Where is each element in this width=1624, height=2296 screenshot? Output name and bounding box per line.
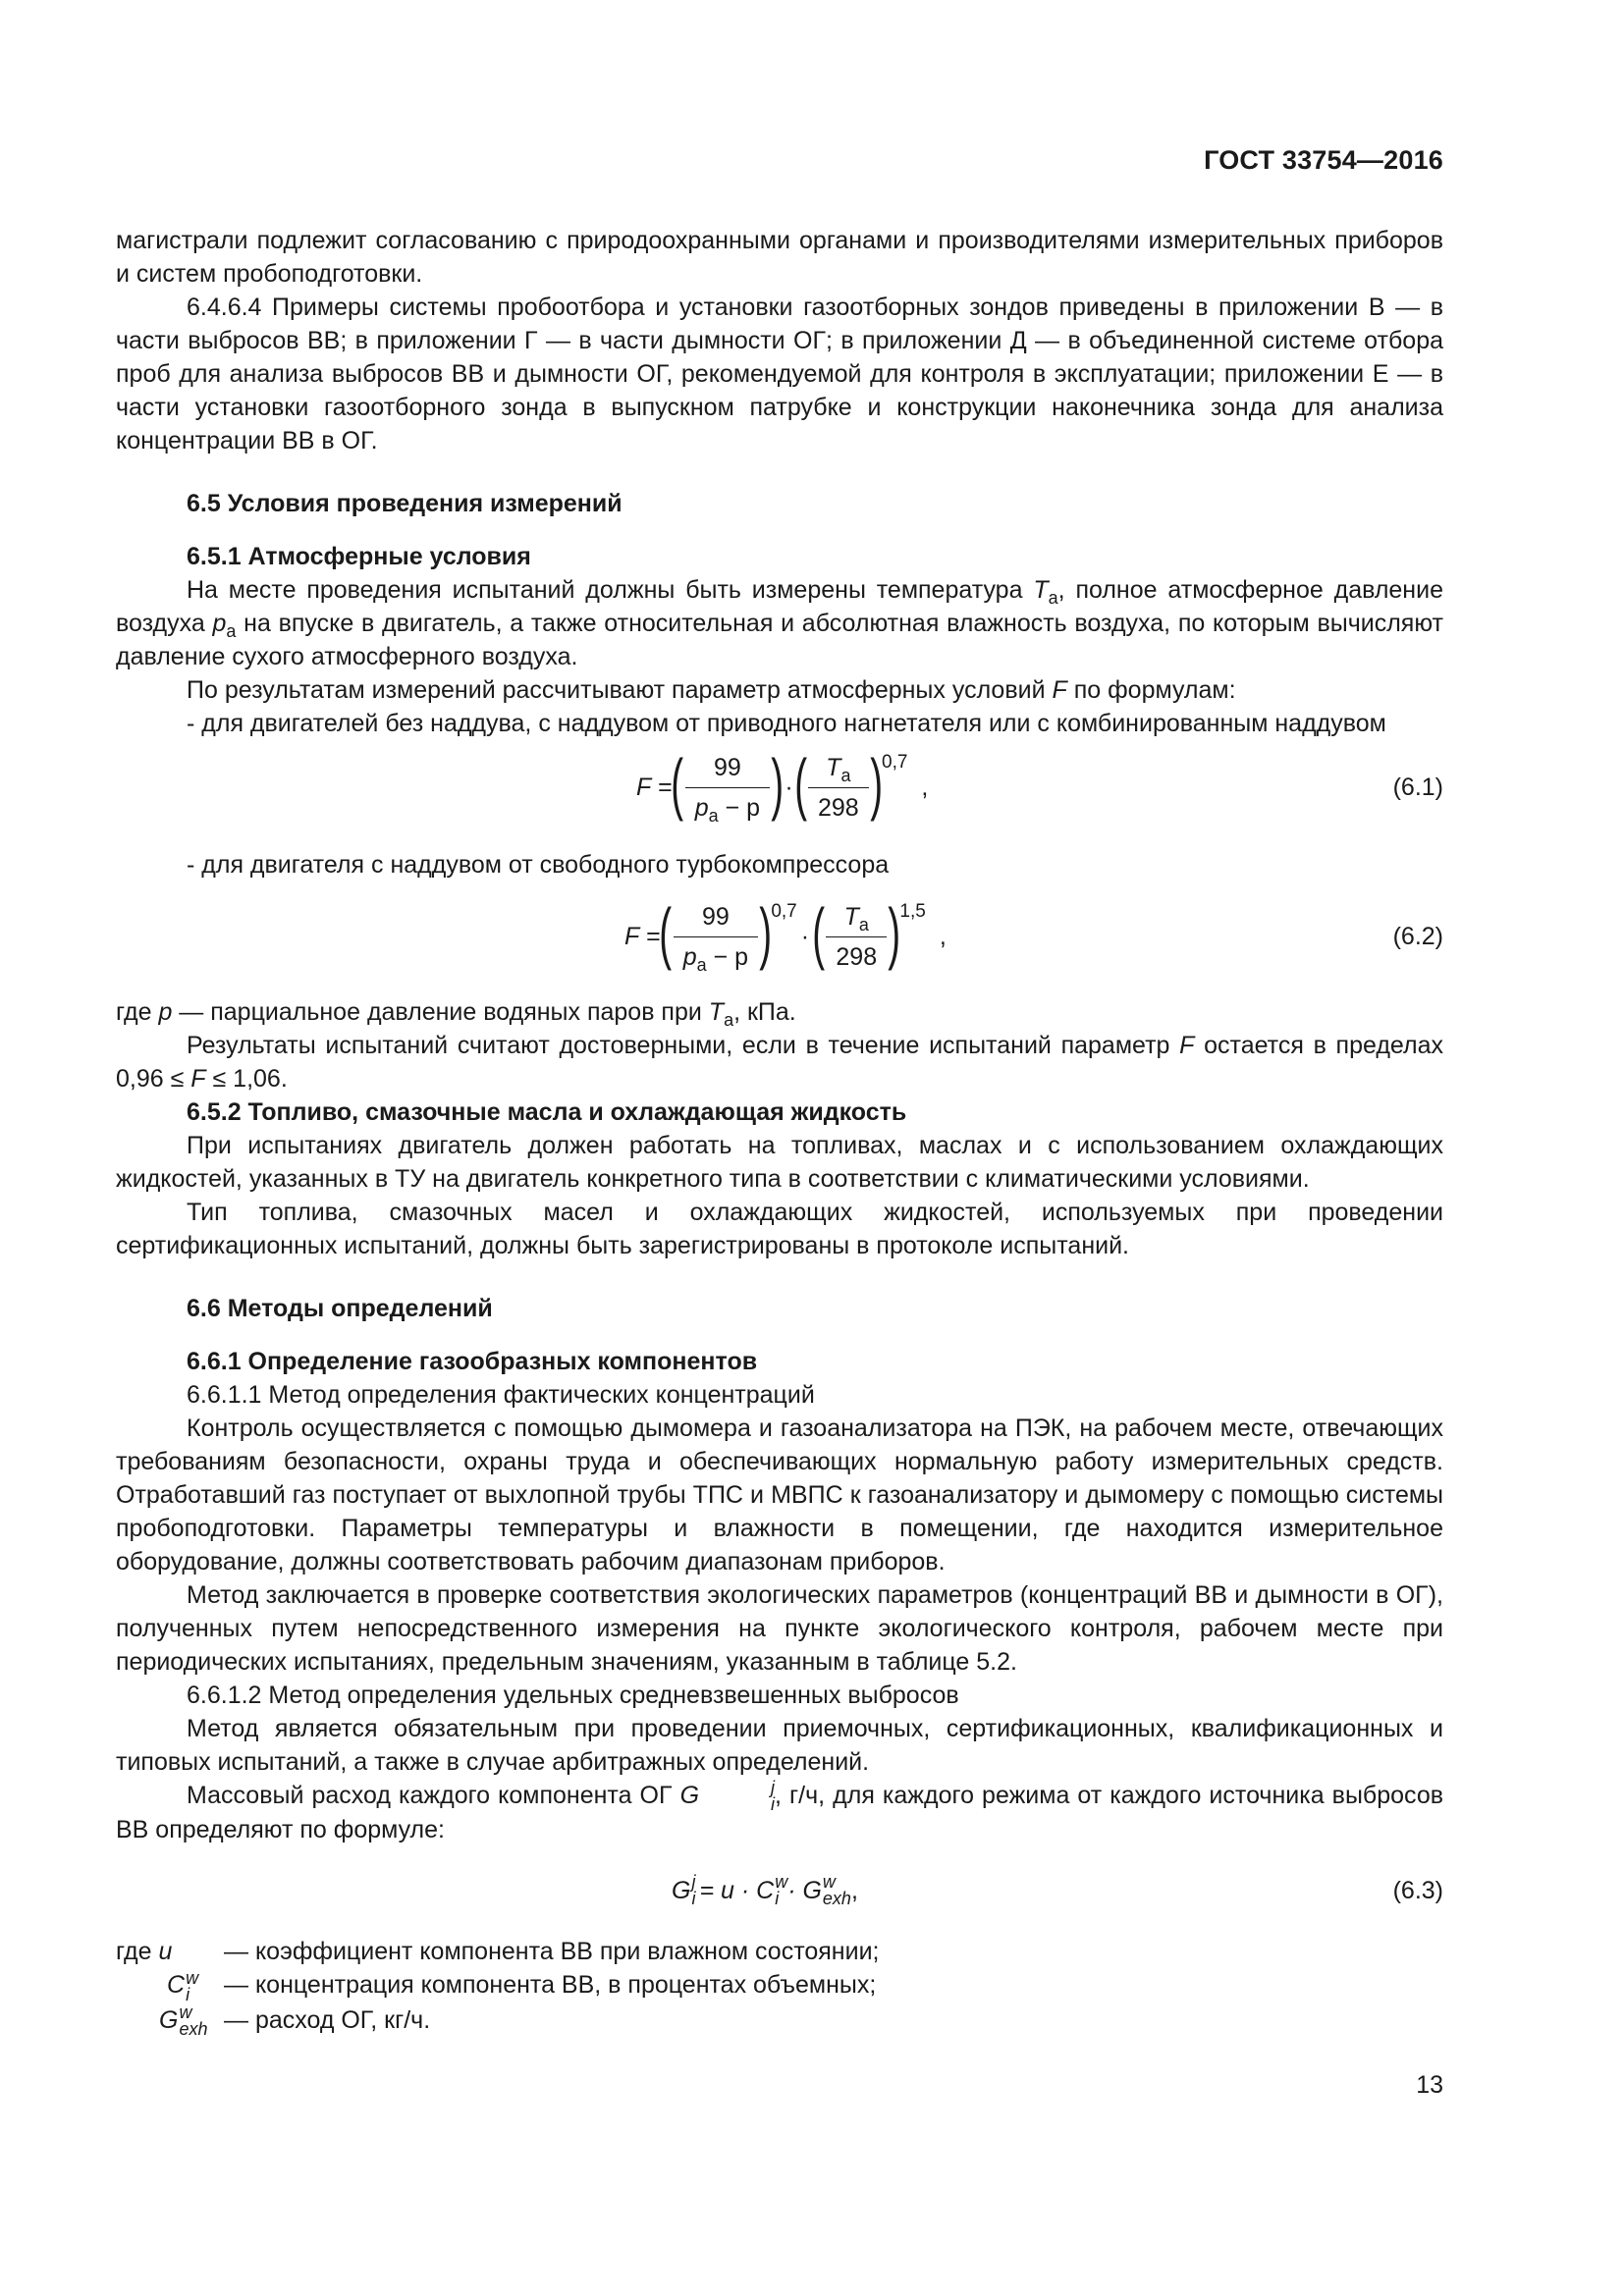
paragraph: Массовый расход каждого компонента ОГ G j i , г/ч, для каждого режима от каждого источника выбросов ВВ определяют по формуле: [116,1778,1444,1844]
symbol-definitions [116,1935,1443,2038]
formula-number: (6.1) [1392,774,1443,801]
paragraph: На месте проведения испытаний должны быть измерены температура $T_a$, полное атмосферное давление воздуха $p_a$ на впуске в двигатель, а также относительная и абсолютная влажность воздуха, по которым вычисляют давление сухого атмосферного воздуха. [116,576,1443,670]
paragraph: Тип топлива, смазочных масел и охлаждающих жидкостей, используемых при проведении сертификационных испытаний, должны быть зарегистрированы в протоколе испытаний. [116,1199,1443,1259]
section-heading: 6.5 Условия проведения измерений [187,490,623,517]
paragraph: 6.4.6.4 Примеры системы пробоотбора и установки газоотборных зондов приведены в приложении В — в части выбросов ВВ; в приложении Г — в части дымности ОГ; в приложении Д — в объединенной системе отбора проб для анализа выбросов ВВ и дымности ОГ, рекомендуемой для контроля в эксплуатации; приложении Е — в части установки газоотборного зонда в выпускном патрубке и конструкции наконечника зонда для анализа концентрации ВВ в ОГ. [116,294,1443,454]
document-id: ГОСТ 33754—2016 [1204,145,1443,175]
section-heading: 6.6 Методы определений [187,1295,493,1322]
paragraph: При испытаниях двигатель должен работать на топливах, маслах и с использованием охлаждающих жидкостей, указанных в ТУ на двигатель конкретного типа в соответствии с климатическими условиями. [116,1132,1443,1193]
paragraph: Результаты испытаний считают достоверными, если в течение испытаний параметр F остается в пределах 0,96 ≤ F ≤ 1,06. [116,1032,1444,1093]
formula-6-1: F = ( 99 $p_a - p$ ) · ( $T_a$ 298 ) 0,7 , (6.1) [116,738,1443,836]
paragraph: 6.6.1.2 Метод определения удельных средневзвешенных выбросов [187,1682,959,1709]
paragraph: - для двигателя с наддувом от свободного турбокомпрессора [187,851,890,879]
formula-number: (6.2) [1392,923,1443,950]
definition-row: G w exh — расход ОГ, кг/ч. [159,2002,431,2040]
subsection-heading: 6.5.1 Атмосферные условия [187,543,531,570]
paragraph: где p — парциальное давление водяных паров при $T_a$, кПа. [116,998,796,1030]
subsection-heading: 6.6.1 Определение газообразных компонентов [187,1348,758,1375]
paragraph: - для двигателей без наддува, с наддувом от приводного нагнетателя или с комбинированным наддувом [187,710,1386,737]
formula-number: (6.3) [1392,1877,1443,1905]
paragraph: Метод заключается в проверке соответствия экологических параметров (концентраций ВВ и дымности в ОГ), полученных путем непосредственного измерения на пункте экологического контроля, рабочем месте при периодических испытаниях, предельным значениям, указанным в таблице 5.2. [116,1581,1443,1676]
paragraph: 6.6.1.1 Метод определения фактических концентраций [187,1381,815,1409]
paragraph: По результатам измерений рассчитывают параметр атмосферных условий F по формулам: [187,676,1236,704]
formula-6-3: G j i = u · C w i · G w exh , (6.3) [116,1846,1443,1935]
paragraph: Контроль осуществляется с помощью дымомера и газоанализатора на ПЭК, на рабочем месте, отвечающих требованиям безопасности, охраны труда и обеспечивающих нормальную работу измерительных средств. Отработавший газ поступает от выхлопной трубы ТПС и МВПС к газоанализатору и дымомеру с помощью системы пробоподготовки. Параметры температуры и влажности в помещении, где находится измерительное оборудование, должны соответствовать рабочим диапазонам приборов. [116,1415,1443,1575]
paragraph: магистрали подлежит согласованию с природоохранными органами и производителями измерительных приборов и систем пробоподготовки. [116,227,1443,288]
page-number: 13 [1416,2071,1443,2099]
definition-row: C w i — концентрация компонента ВВ, в процентах объемных; [167,1967,877,2004]
document-body [116,224,1443,2038]
paragraph: Метод является обязательным при проведении приемочных, сертификационных, квалификационных и типовых испытаний, а также в случае арбитражных определений. [116,1715,1443,1776]
subsection-heading: 6.5.2 Топливо, смазочные масла и охлаждающая жидкость [187,1098,907,1126]
document-page [116,0,1443,2296]
definition-row: где u — коэффициент компонента ВВ при влажном состоянии; [116,1938,880,1966]
formula-6-2: F = ( 99 $p_a - p$ ) 0,7 · ( $T_a$ 298 ) 1,5 , (6.2) [116,887,1443,986]
